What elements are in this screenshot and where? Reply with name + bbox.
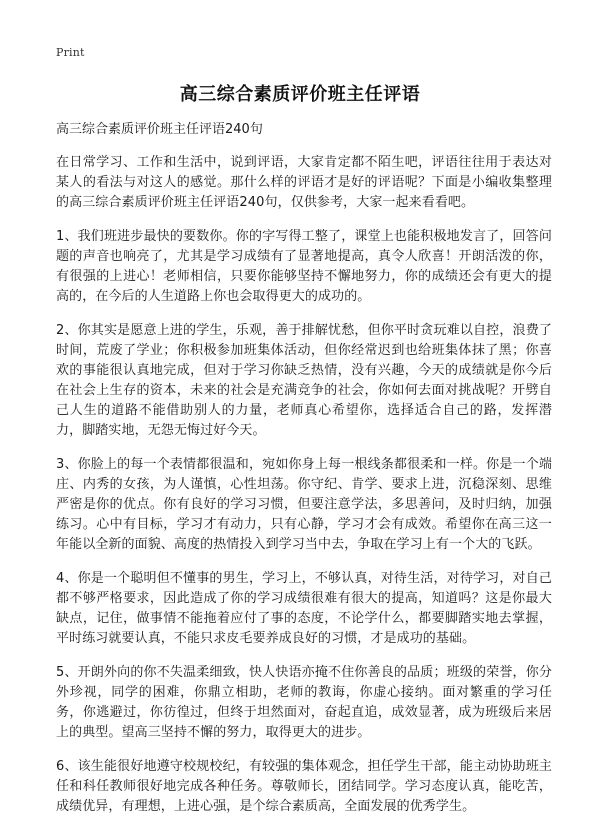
comment-paragraph: 2、你其实是愿意上进的学生，乐观，善于排解忧愁，但你平时贪玩难以自控，浪费了时间，荒废了学业；你积极参加班集体活动，但你经常迟到也给班集体抹了黑；你喜欢的事能很认真地完成，但对于学习你缺乏热情，没有兴趣，今天的成绩就是你今后在社会上生存的资本，未来的社会是充满竞争的社会，你如何去面对挑战呢？开劈自己人生的道路不能借助别人的力量，老师真心希望你，选择适合自己的路，发挥潜力，脚踏实地，无怨无悔过好今天。: [56, 323, 552, 438]
comment-paragraph: 1、我们班进步最快的要数你。你的字写得工整了，课堂上也能积极地发言了，回答问题的声音也响亮了，尤其是学习成绩有了显著地提高，真令人欣喜！开朗活泼的你，有很强的上进心！老师相信，只要你能够坚持不懈地努力，你的成绩还会有更大的提高的，在今后的人生道路上你也会取得更大的成功的。: [56, 229, 552, 304]
comment-paragraph: 6、该生能很好地遵守校规校纪，有较强的集体观念，担任学生干部，能主动协助班主任和科任教师很好地完成各种任务。尊敬师长，团结同学。学习态度认真，能吃苦，成绩优异，有理想，上进心强，是个综合素质高，全面发展的优秀学生。: [56, 759, 552, 814]
article-subtitle: 高三综合素质评价班主任评语240句: [56, 122, 263, 137]
comment-paragraph: 4、你是一个聪明但不懂事的男生，学习上，不够认真，对待生活，对待学习，对自己都不够严格要求，因此造成了你的学习成绩很难有很大的提高，知道吗？这是你最大缺点，记住，做事情不能拖着应付了事的态度，不论学什么，都要脚踏实地去掌握，平时练习就要认真，不能只求皮毛要养成良好的习惯，才是成功的基础。: [56, 571, 552, 646]
intro-paragraph: 在日常学习、工作和生活中，说到评语，大家肯定都不陌生吧，评语往往用于表达对某人的看法与对这人的感觉。那什么样的评语才是好的评语呢？下面是小编收集整理的高三综合素质评价班主任评语240句，仅供参考，大家一起来看看吧。: [56, 155, 552, 210]
comment-paragraph: 5、开朗外向的你不失温柔细致，快人快语亦掩不住你善良的品质；班级的荣誉，你分外珍视，同学的困难，你鼎立相助，老师的教诲，你虚心接纳。面对繁重的学习任务，你逃避过，你彷徨过，但终于坦然面对，奋起直追，成效显著，成为班级后来居上的典型。望高三坚持不懈的努力，取得更大的进步。: [56, 665, 552, 740]
article-body: [56, 120, 552, 831]
comment-paragraph: 3、你脸上的每一个表情都很温和，宛如你身上每一根线条都很柔和一样。你是一个端庄、内秀的女孩，为人谨慎，心性坦荡。你守纪、肯学、要求上进，沉稳深刻、思维严密是你的优点。你有良好的学习习惯，但要注意学法，多思善问，及时归纳，加强练习。心中有目标，学习才有动力，只有心静，学习才会有成效。希望你在高三这一年能以全新的面貌、高度的热情投入到学习当中去，争取在学习上有一个大的飞跃。: [56, 457, 552, 552]
page-title: 高三综合素质评价班主任评语: [179, 84, 421, 105]
print-link[interactable]: Print: [56, 46, 85, 59]
